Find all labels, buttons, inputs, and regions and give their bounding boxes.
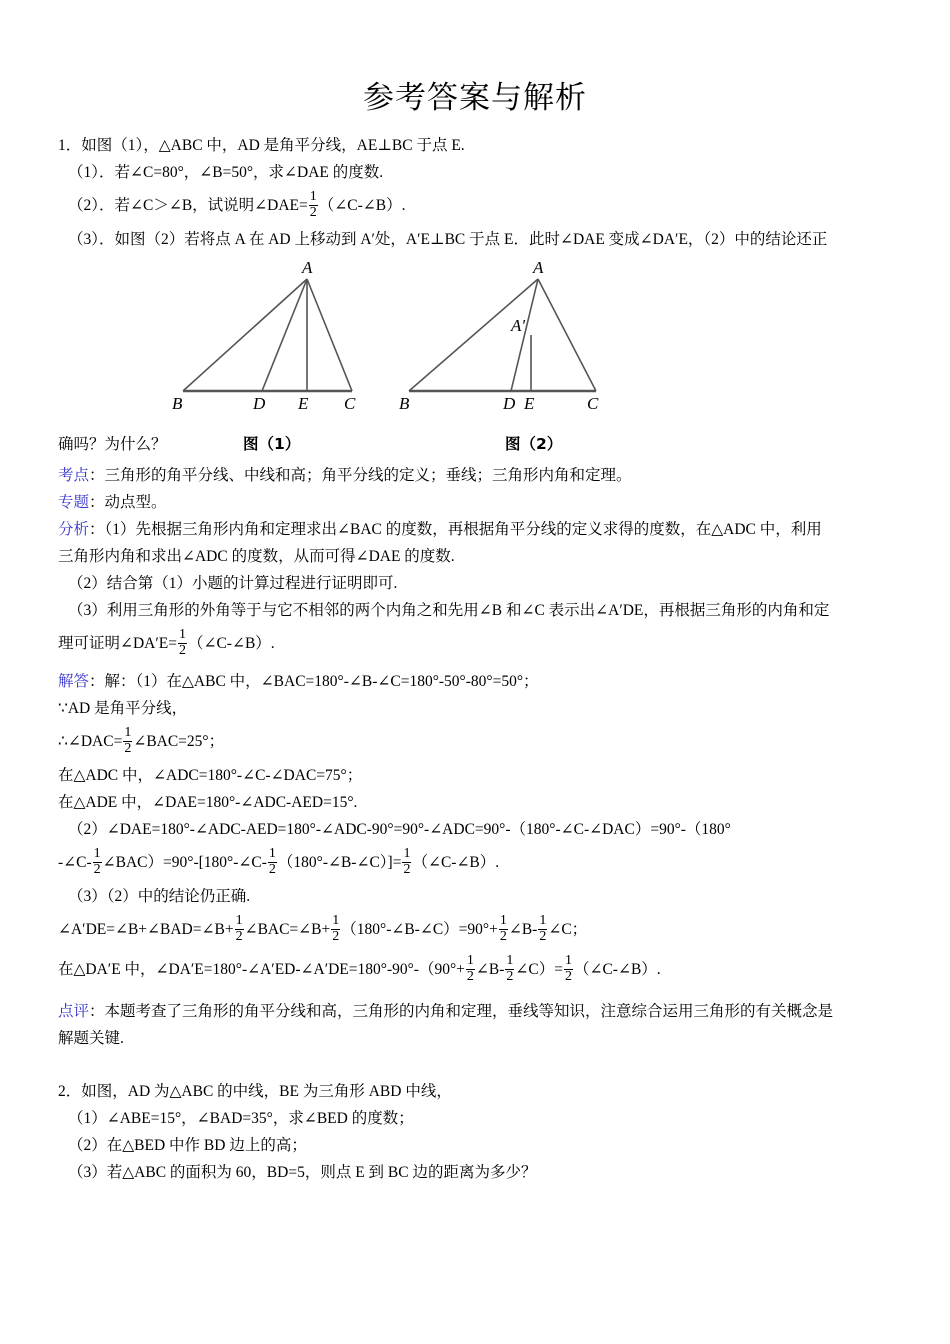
problem1-part2 (58, 186, 895, 226)
segment-ad (511, 279, 538, 391)
jieda-line-9-b: ∠BAC=∠B+ (244, 921, 331, 938)
problem2-stem: 2．如图，AD 为△ABC 的中线，BE 为三角形 ABD 中线， (58, 1083, 452, 1100)
fenxi-text-1: ：（1）先根据三角形内角和定理求出∠BAC 的度数，再根据角平分线的定义求得的度数，在△ADC 中，利用 (89, 521, 822, 538)
page-title: 参考答案与解析 (363, 80, 587, 116)
figure-1-label-D: D (253, 394, 266, 413)
zhuanti-label: 专题 (58, 494, 90, 511)
solution-body (0, 462, 950, 1186)
problem1-part2-post: （∠C‑∠B）. (318, 197, 406, 214)
dianping-label: 点评 (58, 1003, 90, 1020)
jieda-line-9 (58, 910, 895, 950)
jieda-line-7 (58, 843, 895, 883)
jieda-line-3-pre: ∴∠DAC= (58, 733, 123, 750)
zhuanti-text: ：动点型。 (89, 494, 167, 511)
segment-ac (538, 279, 596, 391)
jieda-label: 解答 (58, 673, 90, 690)
fenxi-line-5-post: （∠C‑∠B）. (187, 635, 275, 652)
kaodian-line (58, 462, 895, 489)
jieda-line-1 (58, 668, 895, 695)
fraction-one-half: $\frac{1}{2}$ (178, 627, 186, 658)
fenxi-line-5 (58, 624, 895, 664)
problem2-part3: （3）若△ABC 的面积为 60，BD=5，则点 E 到 BC 边的距离为多少？ (68, 1164, 537, 1181)
fraction-one-half: $\frac{1}{2}$ (466, 953, 474, 984)
dianping-line-2: 解题关键. (58, 1030, 124, 1047)
jieda-line-10-a: 在△DA′E 中，∠DA′E=180°‑∠A′ED‑∠A′DE=180°‑90°‑（90°+ (58, 961, 465, 978)
figure-2-label-B: B (399, 394, 410, 413)
figure-2-label-E: E (524, 394, 535, 413)
jieda-line-7-d: （∠C‑∠B）. (412, 854, 500, 871)
fraction-one-half: $\frac{1}{2}$ (124, 725, 132, 756)
problem1-part1: （1）．若∠C=80°，∠B=50°，求∠DAE 的度数. (68, 164, 384, 181)
figure-1-svg (150, 257, 380, 417)
fraction-one-half: $\frac{1}{2}$ (499, 913, 507, 944)
figure-2 (383, 257, 623, 422)
segment-ac (307, 279, 352, 391)
fraction-one-half: $\frac{1}{2}$ (309, 189, 317, 220)
fraction-one-half: $\frac{1}{2}$ (332, 913, 340, 944)
problem1-confirm: 确吗？为什么？ (58, 436, 167, 453)
jieda-line-10-c: ∠C）= (515, 961, 563, 978)
zhuanti-line (58, 489, 895, 516)
problem2-part2: （2）在△BED 中作 BD 边上的高； (68, 1137, 307, 1154)
figure-2-caption: 图（2） (505, 435, 563, 453)
jieda-line-3-post: ∠BAC=25°； (133, 733, 225, 750)
problem2-part1: （1）∠ABE=15°，∠BAD=35°，求∠BED 的度数； (68, 1110, 414, 1127)
jieda-line-4: 在△ADC 中，∠ADC=180°‑∠C‑∠DAC=75°； (58, 767, 363, 784)
figure-2-label-C: C (587, 394, 599, 413)
figure-2-label-A-prime: A' (511, 316, 526, 335)
jieda-line-10 (58, 950, 895, 990)
jieda-line-3 (58, 722, 895, 762)
fenxi-line-3: （2）结合第（1）小题的计算过程进行证明即可. (68, 575, 398, 592)
jieda-line-9-e: ∠C； (548, 921, 588, 938)
jieda-line-8: （3）（2）中的结论仍正确. (68, 888, 251, 905)
segment-ab (183, 279, 307, 391)
figure-1-caption: 图（1） (243, 435, 301, 453)
figure-2-label-A: A (533, 258, 544, 277)
problem1-stem: 1．如图（1），△ABC 中，AD 是角平分线，AE⊥BC 于点 E. (58, 137, 465, 154)
segment-ad (262, 279, 307, 391)
figure-caption-row (0, 432, 950, 456)
jieda-line-9-d: ∠B‑ (508, 921, 538, 938)
jieda-line-10-d: （∠C‑∠B）. (573, 961, 661, 978)
fenxi-line-1 (58, 516, 895, 543)
figure-2-svg (383, 257, 623, 417)
fraction-one-half: $\frac{1}{2}$ (93, 846, 101, 877)
jieda-line-7-a: ‑∠C‑ (58, 854, 92, 871)
fraction-one-half: $\frac{1}{2}$ (403, 846, 411, 877)
fenxi-label: 分析 (58, 521, 90, 538)
fraction-one-half: $\frac{1}{2}$ (268, 846, 276, 877)
figure-1 (150, 257, 380, 422)
fraction-one-half: $\frac{1}{2}$ (235, 913, 243, 944)
fraction-one-half: $\frac{1}{2}$ (539, 913, 547, 944)
jieda-text-1: ：解：（1）在△ABC 中，∠BAC=180°‑∠B‑∠C=180°‑50°‑80°=50°； (89, 673, 539, 690)
jieda-line-6: （2）∠DAE=180°‑∠ADC‑AED=180°‑∠ADC‑90°=90°‑∠ADC=90°‑（180°‑∠C‑∠DAC）=90°‑（180° (68, 821, 731, 838)
kaodian-label: 考点 (58, 467, 90, 484)
figure-2-label-D: D (503, 394, 516, 413)
figure-area (0, 257, 950, 432)
jieda-line-9-a: ∠A′DE=∠B+∠BAD=∠B+ (58, 921, 234, 938)
document-body (0, 132, 950, 253)
figure-1-label-C: C (344, 394, 356, 413)
figure-1-label-A: A (302, 258, 313, 277)
figure-1-label-B: B (172, 394, 183, 413)
jieda-line-2: ∵AD 是角平分线， (58, 700, 188, 717)
figure-1-label-E: E (298, 394, 309, 413)
jieda-line-10-b: ∠B‑ (475, 961, 505, 978)
fenxi-line-4: （3）利用三角形的外角等于与它不相邻的两个内角之和先用∠B 和∠C 表示出∠A′DE，再根据三角形的内角和定 (68, 602, 830, 619)
kaodian-text: ：三角形的角平分线、中线和高；角平分线的定义；垂线；三角形内角和定理。 (89, 467, 632, 484)
problem1-part2-pre: （2）．若∠C＞∠B，试说明∠DAE= (68, 197, 308, 214)
fenxi-line-5-pre: 理可证明∠DA′E= (58, 635, 177, 652)
section-spacer (58, 1052, 895, 1078)
jieda-line-7-c: （180°‑∠B‑∠C）]= (277, 854, 402, 871)
jieda-line-7-b: ∠BAC）=90°‑[180°‑∠C‑ (102, 854, 267, 871)
problem1-part3: （3）．如图（2）若将点 A 在 AD 上移动到 A′处，A′E⊥BC 于点 E．此时∠DAE 变成∠DA′E，（2）中的结论还正 (68, 231, 828, 248)
dianping-text-1: ：本题考查了三角形的角平分线和高，三角形的内角和定理，垂线等知识，注意综合运用三角形的有关概念是 (89, 1003, 834, 1020)
fraction-one-half: $\frac{1}{2}$ (564, 953, 572, 984)
fenxi-line-2: 三角形内角和求出∠ADC 的度数，从而可得∠DAE 的度数. (58, 548, 455, 565)
jieda-line-5: 在△ADE 中，∠DAE=180°‑∠ADC‑AED=15°. (58, 794, 358, 811)
dianping-line-1 (58, 998, 895, 1025)
fraction-one-half: $\frac{1}{2}$ (506, 953, 514, 984)
segment-ab (409, 279, 538, 391)
jieda-line-9-c: （180°‑∠B‑∠C）=90°+ (341, 921, 498, 938)
